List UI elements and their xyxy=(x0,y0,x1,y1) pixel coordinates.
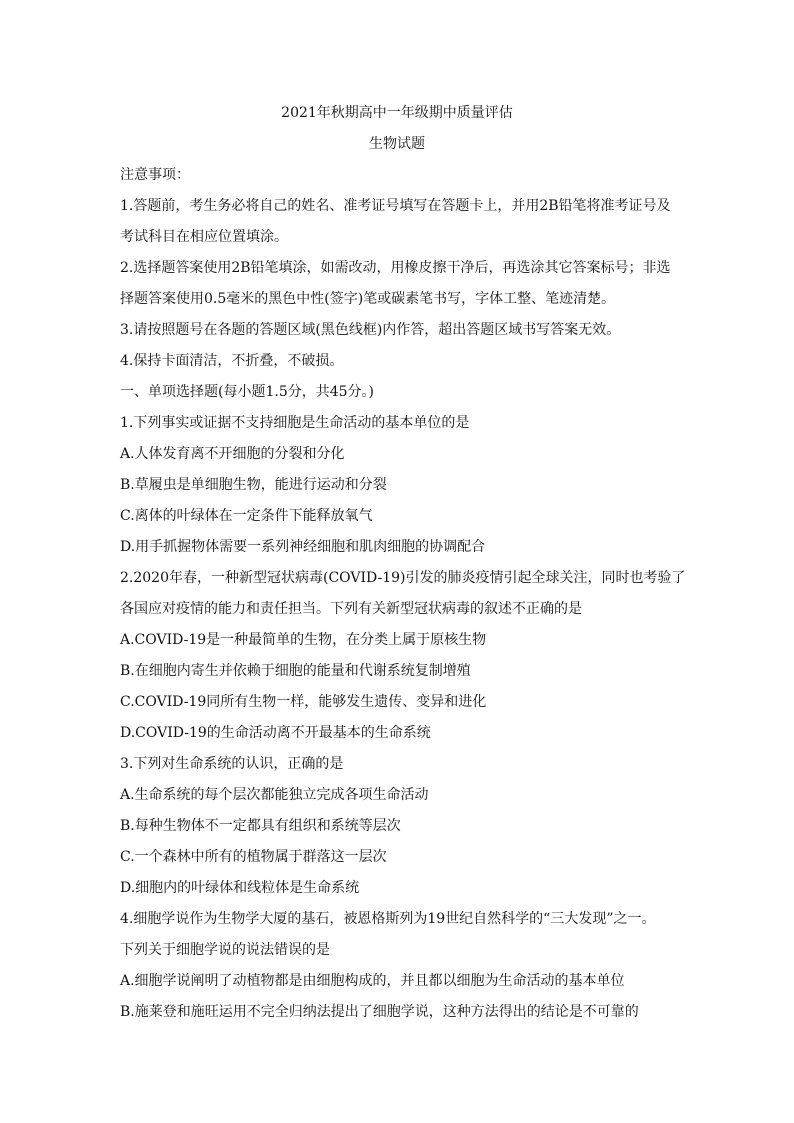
note-line: 3.请按照题号在各题的答题区域(黑色线框)内作答，超出答题区域书写答案无效。 xyxy=(120,322,621,338)
question-option: B.施莱登和施旺运用不完全归纳法提出了细胞学说，这种方法得出的结论是不可靠的 xyxy=(120,1004,639,1020)
exam-subject: 生物试题 xyxy=(369,136,425,152)
question-option: B.每种生物体不一定都具有组织和系统等层次 xyxy=(120,818,401,834)
question-option: D.用手抓握物体需要一系列神经细胞和肌肉细胞的协调配合 xyxy=(120,539,486,555)
section-heading: 一、单项选择题(每小题1.5分，共45分。) xyxy=(120,384,375,400)
question-stem: 2.2020年春，一种新型冠状病毒(COVID-19)引发的肺炎疫情引起全球关注，同时也考验了 xyxy=(120,570,686,586)
question-option: A.人体发育离不开细胞的分裂和分化 xyxy=(120,446,345,462)
question-stem: 下列关于细胞学说的说法错误的是 xyxy=(120,942,330,958)
note-line: 4.保持卡面清洁，不折叠，不破损。 xyxy=(120,353,344,369)
question-option: A.细胞学说阐明了动植物都是由细胞构成的，并且都以细胞为生命活动的基本单位 xyxy=(120,973,625,989)
exam-title: 2021年秋期高中一年级期中质量评估 xyxy=(281,105,513,121)
question-stem: 3.下列对生命系统的认识，正确的是 xyxy=(120,756,344,772)
question-option: D.细胞内的叶绿体和线粒体是生命系统 xyxy=(120,880,360,896)
question-option: B.在细胞内寄生并依赖于细胞的能量和代谢系统复制增殖 xyxy=(120,663,471,679)
note-line: 2.选择题答案使用2B铅笔填涂，如需改动，用橡皮擦干净后，再选涂其它答案标号；非选 xyxy=(120,260,671,276)
question-stem: 4.细胞学说作为生物学大厦的基石，被恩格斯列为19世纪自然科学的“三大发现”之一。 xyxy=(120,911,656,927)
question-option: B.草履虫是单细胞生物，能进行运动和分裂 xyxy=(120,477,387,493)
question-stem: 1.下列事实或证据不支持细胞是生命活动的基本单位的是 xyxy=(120,415,470,431)
question-option: D.COVID-19的生命活动离不开最基本的生命系统 xyxy=(120,725,431,741)
note-line: 1.答题前，考生务必将自己的姓名、准考证号填写在答题卡上，并用2B铅笔将准考证号及 xyxy=(120,198,671,214)
question-option: C.一个森林中所有的植物属于群落这一层次 xyxy=(120,849,387,865)
question-option: C.COVID-19同所有生物一样，能够发生遗传、变异和进化 xyxy=(120,694,487,710)
notes-heading: 注意事项： xyxy=(120,167,190,183)
question-stem: 各国应对疫情的能力和责任担当。下列有关新型冠状病毒的叙述不正确的是 xyxy=(120,601,582,617)
question-option: A.COVID-19是一种最简单的生物，在分类上属于原核生物 xyxy=(120,632,487,648)
note-line: 考试科目在相应位置填涂。 xyxy=(120,229,288,245)
question-option: C.离体的叶绿体在一定条件下能释放氧气 xyxy=(120,508,373,524)
question-option: A.生命系统的每个层次都能独立完成各项生命活动 xyxy=(120,787,429,803)
note-line: 择题答案使用0.5毫米的黑色中性(签字)笔或碳素笔书写，字体工整、笔迹清楚。 xyxy=(120,291,616,307)
